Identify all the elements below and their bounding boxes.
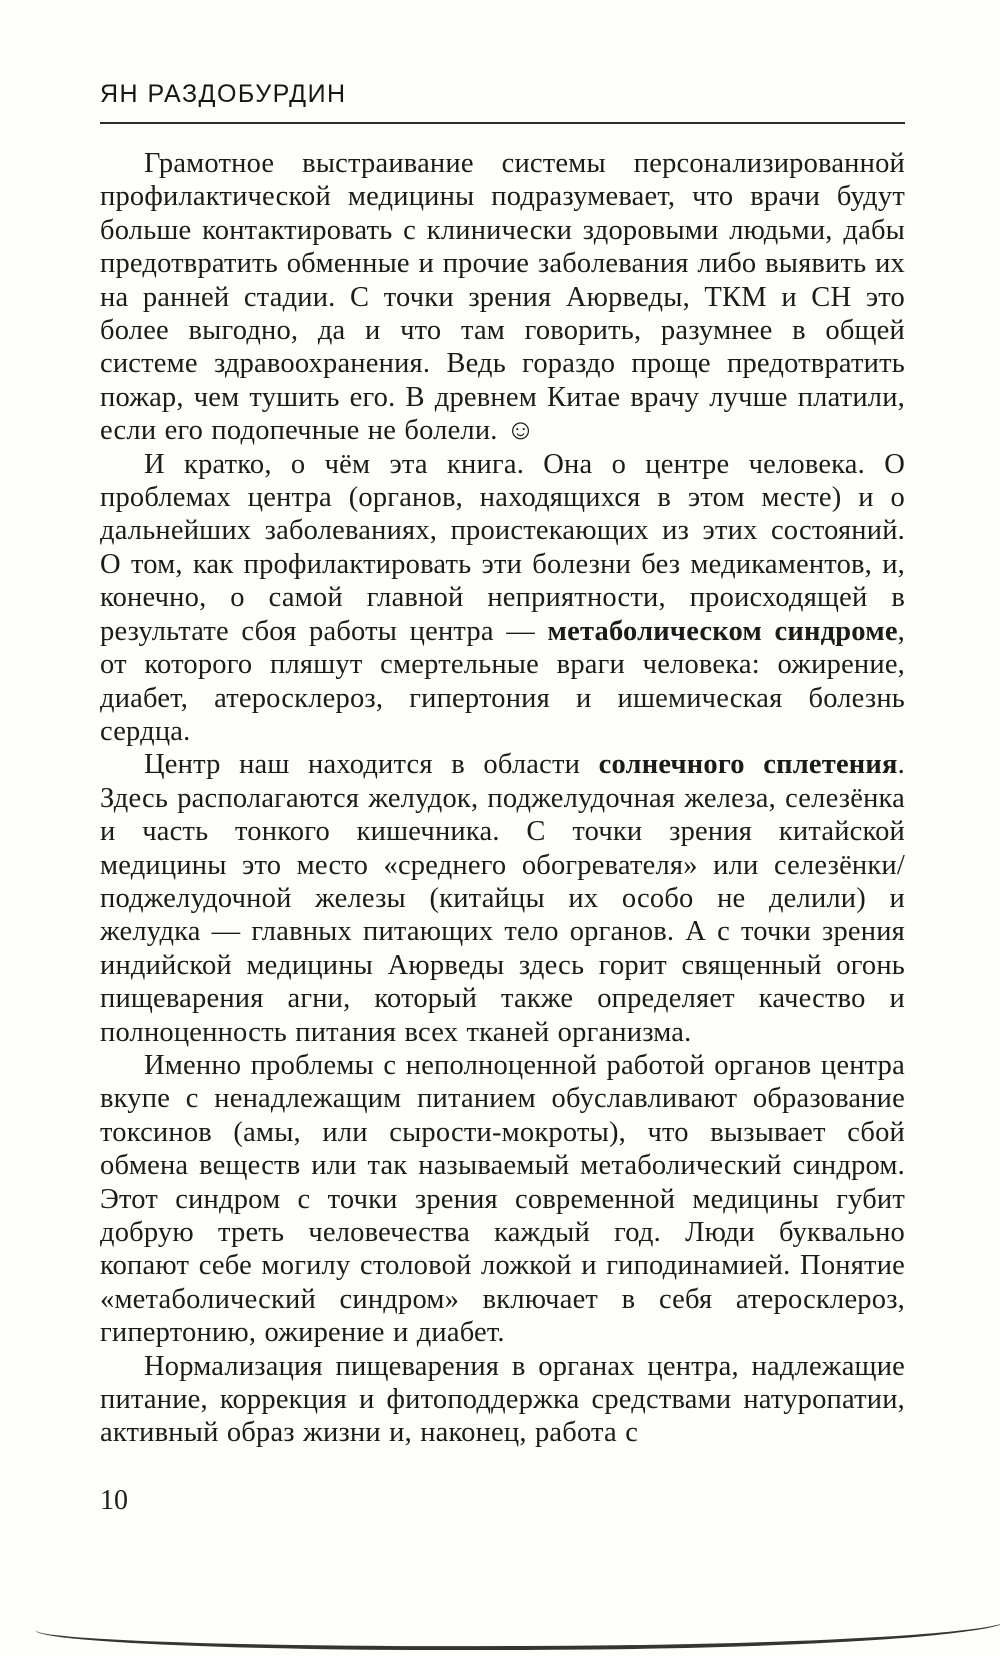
paragraph xyxy=(100,147,905,448)
page-header xyxy=(100,80,905,124)
paragraph xyxy=(100,748,905,1049)
body-text: Именно проблемы с неполноценной работой органов центра вкупе с ненадлежащим питанием обуславливают образование токсинов (амы, или сырости-мокроты), что вызывает сбой обмена веществ или так называемый метаболический синдром. Этот синдром с точки зрения современной медицины губит добрую треть человечества каждый год. Люди буквально копают себе могилу столовой ложкой и гиподинамией. Понятие «метаболический синдром» включает в себя атеросклероз, гипертонию, ожирение и диабет. xyxy=(100,1049,905,1349)
body-text: Нормализация пищеварения в органах центра, надлежащие питание, коррекция и фитоподдержка средствами натуропатии, активный образ жизни и, наконец, работа с xyxy=(100,1350,905,1449)
body-text: Центр наш находится в области xyxy=(144,749,599,781)
text-block xyxy=(100,147,905,1450)
body-text: Грамотное выстраивание системы персонализированной профилактической медицины подразумевает, что врачи будут больше контактировать с клинически здоровыми людьми, дабы предотвратить обменные и прочие заболевания либо выявить их на ранней стадии. С точки зрения Аюрведы, ТКМ и СН это более выгодно, да и что там говорить, разумнее в общей системе здравоохранения. Ведь гораздо проще предотвратить пожар, чем тушить его. В древнем Китае врачу лучше платили, если его подопечные не болели. ☺ xyxy=(100,148,905,447)
body-text: , от которого пляшут смертельные враги человека: ожирение, диабет, атеросклероз, гипертония и ишемическая болезнь сердца. xyxy=(100,615,905,747)
scan-edge-artifact xyxy=(35,1619,1000,1651)
paragraph xyxy=(100,448,905,749)
bold-text: солнечного сплетения xyxy=(598,749,898,781)
body-text: И кратко, о чём эта книга. Она о центре человека. О проблемах центра (органов, находящихся в этом месте) и о дальнейших заболеваниях, проистекающих из этих состояний. О том, как профилактировать эти болезни без медикаментов, и, конечно, о самой главной неприятности, происходящей в результате сбоя работы центра — xyxy=(100,448,905,647)
page-number: 10 xyxy=(100,1485,128,1516)
body-text: . Здесь располагаются желудок, поджелудочная железа, селезёнка и часть тонкого кишечника. С точки зрения китайской медицины это место «среднего обогревателя» или селезёнки/поджелудочной железы (китайцы их особо не делили) и желудка — главных питающих тело органов. А с точки зрения индийской медицины Аюрведы здесь горит священный огонь пищеварения агни, который также определяет качество и полноценность питания всех тканей организма. xyxy=(100,749,905,1048)
bold-text: метаболическом синдроме xyxy=(547,615,898,647)
running-header: ЯН РАЗДОБУРДИН xyxy=(100,80,347,108)
header-rule xyxy=(100,122,905,124)
paragraph xyxy=(100,1350,905,1450)
paragraph xyxy=(100,1049,905,1350)
